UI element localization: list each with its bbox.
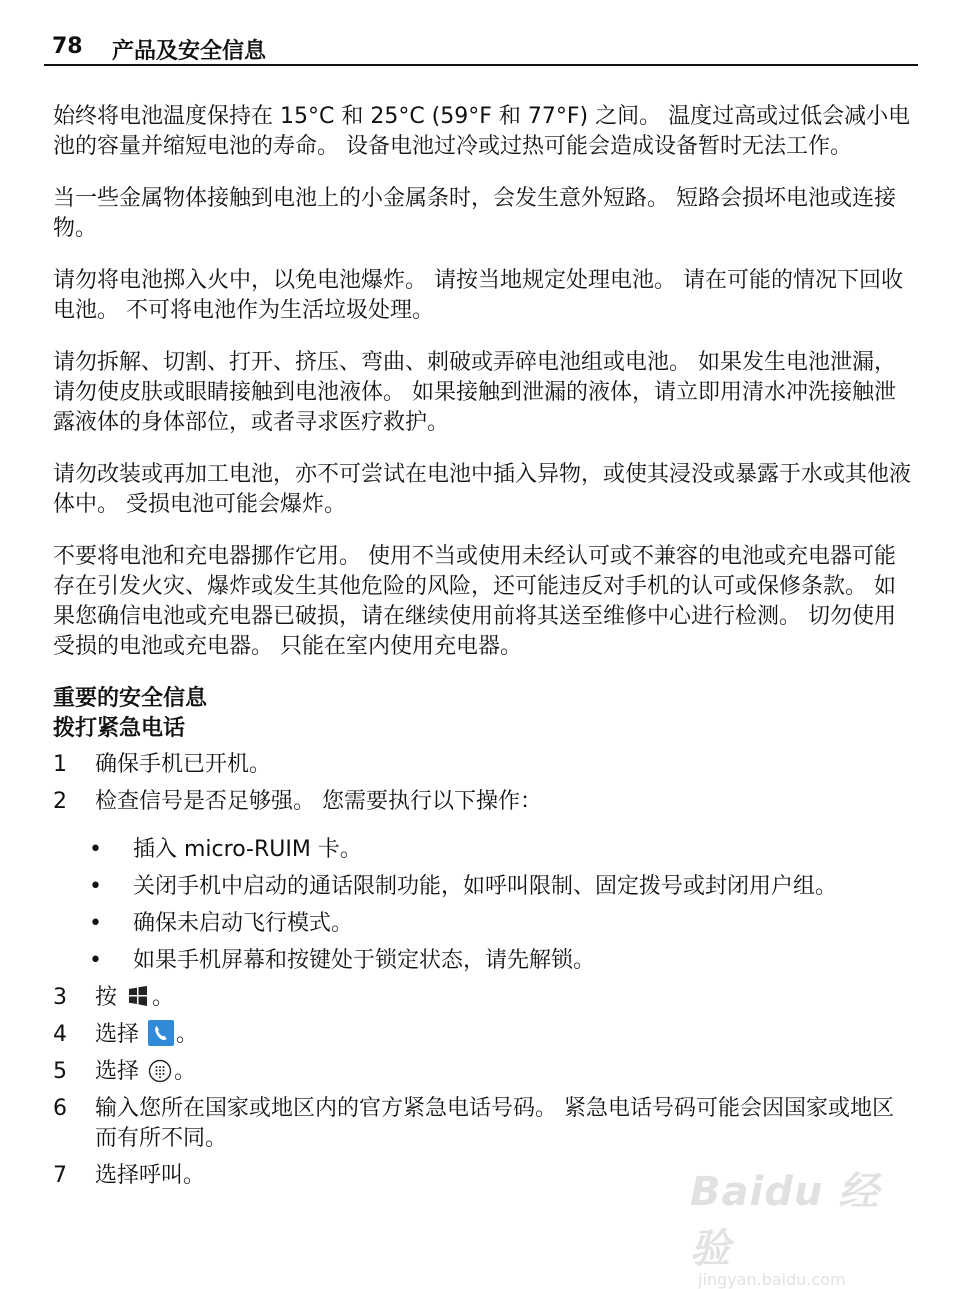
bullet-text: 插入 micro-RUIM 卡。: [133, 837, 362, 862]
list-item: [53, 750, 915, 780]
step-suffix: 。: [176, 1022, 199, 1047]
list-item: [53, 946, 915, 976]
watermark-logo: Baidu 经验: [690, 1169, 880, 1272]
step-suffix: 。: [152, 985, 175, 1010]
step-number: 1: [53, 752, 67, 777]
bullet-list: [53, 835, 915, 976]
step-number: 5: [53, 1059, 67, 1084]
dialpad-icon: [148, 1059, 172, 1083]
subsection-heading: 拨打紧急电话: [53, 716, 186, 741]
list-item: [53, 1057, 915, 1087]
step-number: 2: [53, 789, 67, 814]
paragraph-battery-temperature: 始终将电池温度保持在 15°C 和 25°C (59°F 和 77°F) 之间。 温度过高或过低会减小电池的容量并缩短电池的寿命。 设备电池过冷或过热可能会造成设备暂时无法工作。: [53, 104, 911, 159]
step-number: 3: [53, 985, 67, 1010]
step-text: 检查信号是否足够强。 您需要执行以下操作：: [95, 789, 542, 814]
paragraph-battery-damage: 请勿拆解、切割、打开、挤压、弯曲、刺破或弄碎电池组或电池。 如果发生电池泄漏，请勿使皮肤或眼睛接触到电池液体。 如果接触到泄漏的液体，请立即用清水冲洗接触泄露液体的身体部位，或者寻求医疗救护。: [53, 350, 896, 435]
step-text: 输入您所在国家或地区内的官方紧急电话号码。 紧急电话号码可能会因国家或地区而有所不同。: [95, 1096, 894, 1151]
bullet-dot: •: [89, 874, 102, 899]
step-text: 选择呼叫。: [95, 1163, 206, 1188]
step-text: 按: [95, 985, 118, 1010]
bullet-text: 确保未启动飞行模式。: [133, 911, 354, 936]
step-text: 确保手机已开机。: [95, 752, 272, 777]
bullet-dot: •: [89, 948, 102, 973]
list-item: [53, 1094, 915, 1154]
paragraph-charger-use: 不要将电池和充电器挪作它用。 使用不当或使用未经认可或不兼容的电池或充电器可能存在引发火灾、爆炸或发生其他危险的风险，还可能违反对手机的认可或保修条款。 如果您确信电池或充电器已破损，请在继续使用前将其送至维修中心进行检测。 切勿使用受损的电池或充电器。 只能在室内使用充电器。: [53, 544, 896, 659]
bullet-dot: •: [89, 837, 102, 862]
header-title: 产品及安全信息: [112, 39, 267, 64]
watermark-url: jingyan.baidu.com: [698, 1270, 846, 1289]
page-header: [44, 34, 918, 66]
paragraph-short-circuit: 当一些金属物体接触到电池上的小金属条时，会发生意外短路。 短路会损坏电池或连接物。: [53, 186, 896, 241]
steps-list: [53, 750, 915, 1191]
list-item: [53, 983, 915, 1013]
list-item: [53, 872, 915, 902]
step-number: 6: [53, 1096, 67, 1121]
paragraph-battery-modification: 请勿改装或再加工电池，亦不可尝试在电池中插入异物，或使其浸没或暴露于水或其他液体中。 受损电池可能会爆炸。: [53, 462, 912, 517]
list-item: [53, 909, 915, 939]
step-text: 选择: [95, 1059, 140, 1084]
page-content: [53, 102, 915, 1191]
step-text: 选择: [95, 1022, 140, 1047]
step-suffix: 。: [174, 1059, 197, 1084]
baidu-watermark: [690, 1160, 920, 1289]
bullet-dot: •: [89, 911, 102, 936]
page-number: 78: [52, 34, 83, 59]
list-item: [53, 1020, 915, 1050]
bullet-text: 如果手机屏幕和按键处于锁定状态，请先解锁。: [133, 948, 596, 973]
step-number: 4: [53, 1022, 67, 1047]
phone-call-icon: [148, 1020, 174, 1046]
paragraph-battery-disposal: 请勿将电池掷入火中，以免电池爆炸。 请按当地规定处理电池。 请在可能的情况下回收电池。 不可将电池作为生活垃圾处理。: [53, 268, 903, 323]
section-heading: 重要的安全信息: [53, 686, 208, 711]
windows-start-icon: [126, 984, 150, 1008]
step-number: 7: [53, 1163, 67, 1188]
list-item: [53, 835, 915, 865]
list-item: [53, 787, 915, 817]
bullet-text: 关闭手机中启动的通话限制功能，如呼叫限制、固定拨号或封闭用户组。: [133, 874, 838, 899]
